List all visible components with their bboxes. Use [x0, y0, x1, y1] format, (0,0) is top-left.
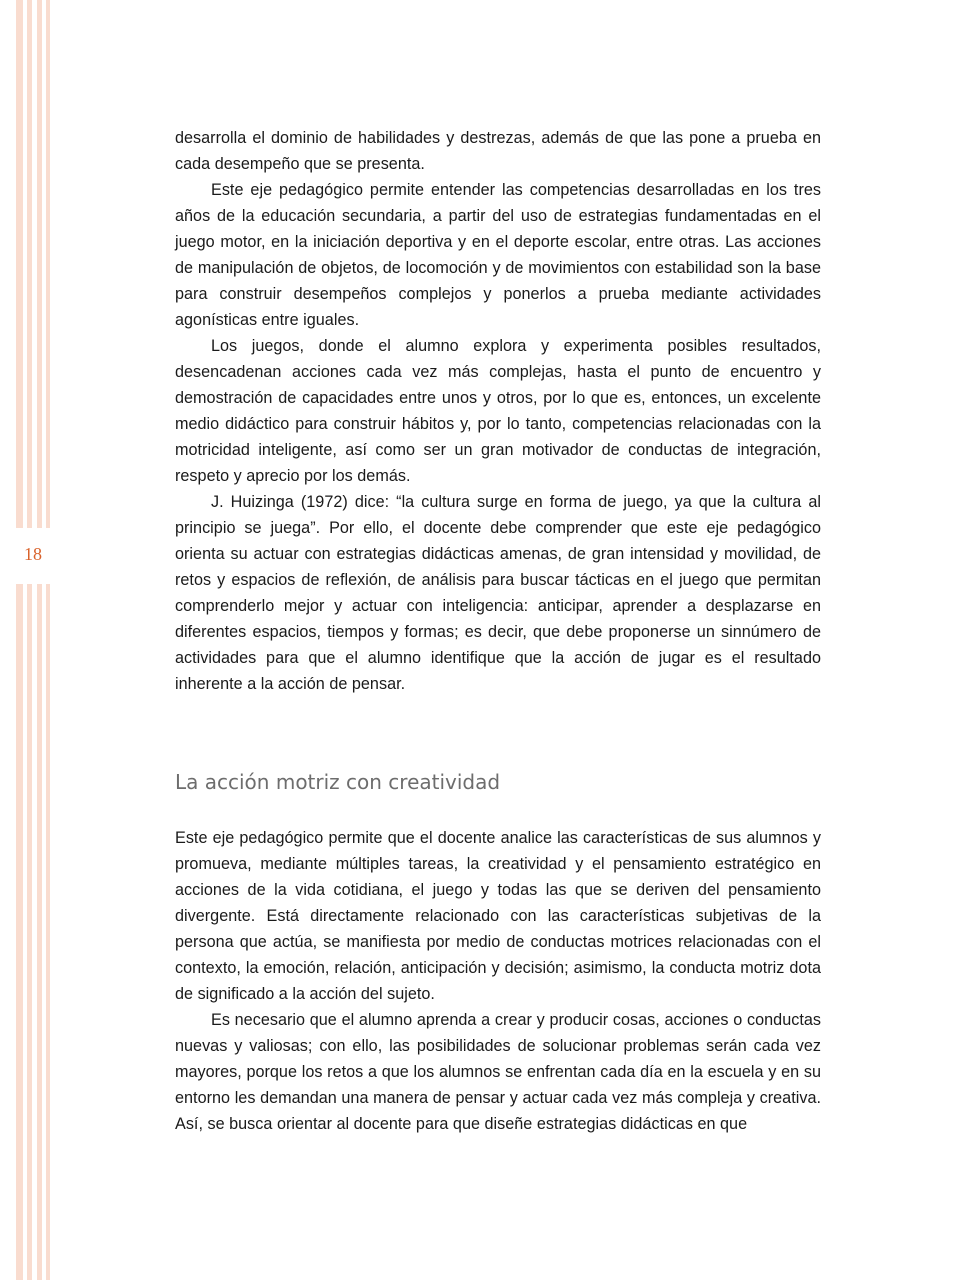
margin-stripes: [0, 0, 60, 1280]
paragraph: Este eje pedagógico permite que el docente analice las características de sus alumnos y promueva, mediante múltiples tareas, la creatividad y el pensamiento estratégico en acciones de la vida cotidiana, el juego y todas las que se deriven del pensamiento divergente. Está directamente relacionado con las características subjetivas de la persona que actúa, se manifiesta por medio de conductas motrices relacionadas con el contexto, la emoción, relación, anticipación y decisión; asimismo, la conducta motriz dota de significado a la acción del sujeto.: [175, 829, 821, 1003]
margin-stripe: [16, 0, 23, 1280]
body-text-section-2: [175, 825, 821, 1137]
paragraph: desarrolla el dominio de habilidades y destrezas, además de que las pone a prueba en cada desempeño que se presenta.: [175, 129, 821, 173]
paragraph: J. Huizinga (1972) dice: “la cultura surge en forma de juego, ya que la cultura al principio se juega”. Por ello, el docente debe comprender que este eje pedagógico orienta su actuar con estrategias didácticas amenas, de gran intensidad y movilidad, de retos y espacios de reflexión, de análisis para buscar tácticas en el juego que permitan comprenderlo mejor y actuar con inteligencia: anticipar, aprender a desplazarse en diferentes espacios, tiempos y formas; es decir, que debe proponerse un sinnúmero de actividades para que el alumno identifique que la acción de jugar es el resultado inherente a la acción de pensar.: [175, 493, 821, 693]
margin-stripe: [46, 0, 50, 1280]
paragraph: Los juegos, donde el alumno explora y experimenta posibles resultados, desencadenan acciones cada vez más complejas, hasta el punto de encuentro y demostración de capacidades entre unos y otros, por lo que es, entonces, un excelente medio didáctico para construir hábitos y, por lo tanto, competencias relacionadas con la motricidad inteligente, así como ser un gran motivador de conductas de integración, respeto y aprecio por los demás.: [175, 337, 821, 485]
margin-stripe: [27, 0, 32, 1280]
page-number: 18: [24, 544, 42, 564]
paragraph: Es necesario que el alumno aprenda a crear y producir cosas, acciones o conductas nuevas y valiosas; con ello, las posibilidades de solucionar problemas serán cada vez mayores, porque los retos a que los alumnos se enfrentan cada día en la escuela y en su entorno les demandan una manera de pensar y actuar cada vez más compleja y creativa. Así, se busca orientar al docente para que diseñe estrategias didácticas en que: [175, 1011, 821, 1133]
paragraph: Este eje pedagógico permite entender las competencias desarrolladas en los tres años de la educación secundaria, a partir del uso de estrategias fundamentadas en el juego motor, en la iniciación deportiva y en el deporte escolar, entre otras. Las acciones de manipulación de objetos, de locomoción y de movimientos con estabilidad son la base para construir desempeños complejos y ponerlos a prueba mediante actividades agonísticas entre iguales.: [175, 181, 821, 329]
margin-stripe: [37, 0, 42, 1280]
section-heading: La acción motriz con creatividad: [175, 770, 501, 794]
body-text-section-1: [175, 125, 821, 697]
